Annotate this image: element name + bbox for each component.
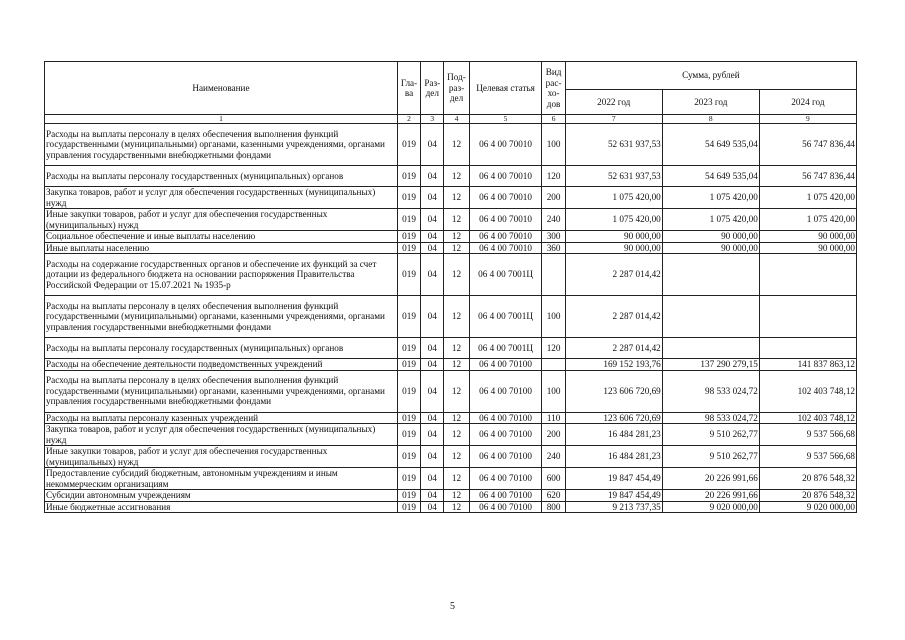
row-vid: 620	[542, 490, 565, 502]
row-target: 06 4 00 70010	[469, 166, 542, 187]
row-podrazdel: 12	[444, 242, 469, 254]
table-row	[45, 370, 857, 412]
row-amount-2024: 56 747 836,44	[759, 124, 856, 166]
row-amount-2024: 9 537 566,68	[759, 424, 856, 446]
row-podrazdel: 12	[444, 254, 469, 296]
row-name: Расходы на выплаты персоналу государственных (муниципальных) органов	[45, 338, 398, 359]
row-razdel: 04	[421, 468, 444, 490]
row-vid: 800	[542, 501, 565, 513]
column-number: 7	[565, 115, 662, 124]
row-amount-2024	[759, 296, 856, 338]
row-razdel: 04	[421, 338, 444, 359]
row-glava: 019	[397, 424, 420, 446]
row-amount-2024: 90 000,00	[759, 231, 856, 243]
row-name: Иные закупки товаров, работ и услуг для обеспечения государственных (муниципальных) нужд	[45, 446, 398, 468]
row-podrazdel: 12	[444, 231, 469, 243]
row-vid	[542, 254, 565, 296]
row-amount-2024: 20 876 548,32	[759, 490, 856, 502]
row-vid: 240	[542, 209, 565, 231]
column-number: 9	[759, 115, 856, 124]
row-vid: 300	[542, 231, 565, 243]
header-razdel: Раз-дел	[421, 62, 444, 115]
row-target: 06 4 00 70010	[469, 187, 542, 209]
row-amount-2022: 2 287 014,42	[565, 254, 662, 296]
row-podrazdel: 12	[444, 468, 469, 490]
row-amount-2023	[662, 296, 759, 338]
row-glava: 019	[397, 359, 420, 371]
row-amount-2022: 52 631 937,53	[565, 124, 662, 166]
row-razdel: 04	[421, 359, 444, 371]
row-target: 06 4 00 70100	[469, 359, 542, 371]
column-number: 6	[542, 115, 565, 124]
row-amount-2023: 1 075 420,00	[662, 209, 759, 231]
row-razdel: 04	[421, 231, 444, 243]
row-amount-2023: 54 649 535,04	[662, 166, 759, 187]
row-glava: 019	[397, 446, 420, 468]
row-podrazdel: 12	[444, 166, 469, 187]
header-glava: Гла-ва	[397, 62, 420, 115]
row-amount-2023: 9 020 000,00	[662, 501, 759, 513]
row-vid: 200	[542, 424, 565, 446]
table-row	[45, 209, 857, 231]
table-row	[45, 359, 857, 371]
row-amount-2022: 1 075 420,00	[565, 187, 662, 209]
row-glava: 019	[397, 254, 420, 296]
row-amount-2022: 19 847 454,49	[565, 490, 662, 502]
row-name: Расходы на обеспечение деятельности подведомственных учреждений	[45, 359, 398, 371]
row-amount-2023: 1 075 420,00	[662, 187, 759, 209]
table-row	[45, 296, 857, 338]
row-amount-2022: 19 847 454,49	[565, 468, 662, 490]
row-target: 06 4 00 70100	[469, 501, 542, 513]
row-amount-2022: 169 152 193,76	[565, 359, 662, 371]
row-amount-2023: 20 226 991,66	[662, 468, 759, 490]
table-row	[45, 242, 857, 254]
column-number: 5	[469, 115, 542, 124]
row-vid: 100	[542, 124, 565, 166]
row-target: 06 4 00 70100	[469, 490, 542, 502]
row-amount-2023: 90 000,00	[662, 242, 759, 254]
row-vid: 100	[542, 370, 565, 412]
row-name: Социальное обеспечение и иные выплаты населению	[45, 231, 398, 243]
row-amount-2024	[759, 254, 856, 296]
row-razdel: 04	[421, 124, 444, 166]
budget-table	[44, 61, 857, 513]
row-amount-2023: 9 510 262,77	[662, 446, 759, 468]
row-name: Закупка товаров, работ и услуг для обеспечения государственных (муниципальных) нужд	[45, 187, 398, 209]
row-target: 06 4 00 70010	[469, 231, 542, 243]
row-vid: 240	[542, 446, 565, 468]
row-name: Иные закупки товаров, работ и услуг для обеспечения государственных (муниципальных) нужд	[45, 209, 398, 231]
row-amount-2022: 2 287 014,42	[565, 296, 662, 338]
row-amount-2024: 1 075 420,00	[759, 187, 856, 209]
row-name: Расходы на содержание государственных органов и обеспечение их функций за счет дотации из федерального бюджета на основании распоряжения Правительства Российской Федерации от 15.07.2021 № 1935-р	[45, 254, 398, 296]
table-row	[45, 124, 857, 166]
row-razdel: 04	[421, 209, 444, 231]
table-row	[45, 446, 857, 468]
row-razdel: 04	[421, 446, 444, 468]
row-glava: 019	[397, 242, 420, 254]
row-amount-2022: 2 287 014,42	[565, 338, 662, 359]
row-amount-2023: 137 290 279,15	[662, 359, 759, 371]
row-vid: 100	[542, 296, 565, 338]
row-target: 06 4 00 70100	[469, 446, 542, 468]
row-target: 06 4 00 7001Ц	[469, 254, 542, 296]
row-name: Расходы на выплаты персоналу в целях обеспечения выполнения функций государственными (муниципальными) органами, казенными учреждениями, органами управления государственными внебюджетными фондами	[45, 296, 398, 338]
row-amount-2022: 16 484 281,23	[565, 424, 662, 446]
row-podrazdel: 12	[444, 446, 469, 468]
table-row	[45, 501, 857, 513]
header-target: Целевая статья	[469, 62, 542, 115]
table-row	[45, 490, 857, 502]
header-name: Наименование	[45, 62, 398, 115]
column-number: 3	[421, 115, 444, 124]
row-amount-2023: 98 533 024,72	[662, 412, 759, 424]
row-podrazdel: 12	[444, 338, 469, 359]
row-amount-2022: 1 075 420,00	[565, 209, 662, 231]
row-target: 06 4 00 70100	[469, 424, 542, 446]
row-target: 06 4 00 70100	[469, 412, 542, 424]
row-glava: 019	[397, 468, 420, 490]
row-razdel: 04	[421, 424, 444, 446]
row-glava: 019	[397, 412, 420, 424]
row-amount-2023	[662, 254, 759, 296]
row-podrazdel: 12	[444, 124, 469, 166]
row-podrazdel: 12	[444, 209, 469, 231]
column-number: 1	[45, 115, 398, 124]
row-amount-2022: 90 000,00	[565, 231, 662, 243]
row-razdel: 04	[421, 490, 444, 502]
row-target: 06 4 00 70010	[469, 242, 542, 254]
row-amount-2023: 9 510 262,77	[662, 424, 759, 446]
row-name: Субсидии автономным учреждениям	[45, 490, 398, 502]
row-amount-2024: 90 000,00	[759, 242, 856, 254]
row-vid: 600	[542, 468, 565, 490]
row-amount-2022: 90 000,00	[565, 242, 662, 254]
table-row	[45, 338, 857, 359]
row-amount-2022: 123 606 720,69	[565, 412, 662, 424]
row-glava: 019	[397, 501, 420, 513]
row-razdel: 04	[421, 296, 444, 338]
row-target: 06 4 00 70100	[469, 370, 542, 412]
row-amount-2022: 52 631 937,53	[565, 166, 662, 187]
table-row	[45, 254, 857, 296]
header-year-2023: 2023 год	[662, 90, 759, 115]
row-amount-2023: 54 649 535,04	[662, 124, 759, 166]
row-razdel: 04	[421, 254, 444, 296]
row-razdel: 04	[421, 412, 444, 424]
row-name: Иные выплаты населению	[45, 242, 398, 254]
row-razdel: 04	[421, 166, 444, 187]
row-vid	[542, 359, 565, 371]
row-amount-2023: 20 226 991,66	[662, 490, 759, 502]
row-podrazdel: 12	[444, 359, 469, 371]
table-row	[45, 412, 857, 424]
page-number: 5	[450, 601, 455, 612]
table-row	[45, 424, 857, 446]
header-year-2024: 2024 год	[759, 90, 856, 115]
row-amount-2022: 123 606 720,69	[565, 370, 662, 412]
row-glava: 019	[397, 209, 420, 231]
row-glava: 019	[397, 124, 420, 166]
row-amount-2024: 141 837 863,12	[759, 359, 856, 371]
table-row	[45, 468, 857, 490]
row-podrazdel: 12	[444, 490, 469, 502]
row-amount-2023: 98 533 024,72	[662, 370, 759, 412]
column-number: 4	[444, 115, 469, 124]
row-name: Расходы на выплаты персоналу казенных учреждений	[45, 412, 398, 424]
row-podrazdel: 12	[444, 501, 469, 513]
column-numbers-row	[45, 115, 857, 124]
row-glava: 019	[397, 187, 420, 209]
row-name: Расходы на выплаты персоналу в целях обеспечения выполнения функций государственными (муниципальными) органами, казенными учреждениями, органами управления государственными внебюджетными фондами	[45, 370, 398, 412]
row-razdel: 04	[421, 501, 444, 513]
column-number: 8	[662, 115, 759, 124]
table-row	[45, 166, 857, 187]
row-amount-2024: 1 075 420,00	[759, 209, 856, 231]
row-razdel: 04	[421, 242, 444, 254]
header-year-2022: 2022 год	[565, 90, 662, 115]
row-glava: 019	[397, 166, 420, 187]
row-target: 06 4 00 70010	[469, 209, 542, 231]
row-vid: 200	[542, 187, 565, 209]
header-sum: Сумма, рублей	[565, 62, 856, 90]
column-number: 2	[397, 115, 420, 124]
header-vid: Вид рас-хо-дов	[542, 62, 565, 115]
row-target: 06 4 00 70100	[469, 468, 542, 490]
row-amount-2023: 90 000,00	[662, 231, 759, 243]
row-podrazdel: 12	[444, 370, 469, 412]
row-glava: 019	[397, 370, 420, 412]
row-amount-2024: 56 747 836,44	[759, 166, 856, 187]
row-name: Расходы на выплаты персоналу государственных (муниципальных) органов	[45, 166, 398, 187]
row-name: Иные бюджетные ассигнования	[45, 501, 398, 513]
row-name: Закупка товаров, работ и услуг для обеспечения государственных (муниципальных) нужд	[45, 424, 398, 446]
row-vid: 110	[542, 412, 565, 424]
row-glava: 019	[397, 490, 420, 502]
row-razdel: 04	[421, 370, 444, 412]
row-vid: 120	[542, 338, 565, 359]
row-name: Предоставление субсидий бюджетным, автономным учреждениям и иным некоммерческим организациям	[45, 468, 398, 490]
row-amount-2022: 9 213 737,35	[565, 501, 662, 513]
row-target: 06 4 00 7001Ц	[469, 338, 542, 359]
row-razdel: 04	[421, 187, 444, 209]
row-amount-2024: 20 876 548,32	[759, 468, 856, 490]
row-vid: 360	[542, 242, 565, 254]
row-podrazdel: 12	[444, 424, 469, 446]
row-amount-2024: 102 403 748,12	[759, 412, 856, 424]
row-amount-2024: 102 403 748,12	[759, 370, 856, 412]
row-glava: 019	[397, 231, 420, 243]
row-amount-2023	[662, 338, 759, 359]
row-podrazdel: 12	[444, 187, 469, 209]
row-amount-2024: 9 020 000,00	[759, 501, 856, 513]
row-name: Расходы на выплаты персоналу в целях обеспечения выполнения функций государственными (муниципальными) органами, казенными учреждениями, органами управления государственными внебюджетными фондами	[45, 124, 398, 166]
row-amount-2024	[759, 338, 856, 359]
row-target: 06 4 00 7001Ц	[469, 296, 542, 338]
row-podrazdel: 12	[444, 412, 469, 424]
row-vid: 120	[542, 166, 565, 187]
row-target: 06 4 00 70010	[469, 124, 542, 166]
table-row	[45, 231, 857, 243]
table-row	[45, 187, 857, 209]
header-podrazdel: Под-раз-дел	[444, 62, 469, 115]
row-amount-2024: 9 537 566,68	[759, 446, 856, 468]
row-podrazdel: 12	[444, 296, 469, 338]
row-glava: 019	[397, 296, 420, 338]
row-glava: 019	[397, 338, 420, 359]
row-amount-2022: 16 484 281,23	[565, 446, 662, 468]
